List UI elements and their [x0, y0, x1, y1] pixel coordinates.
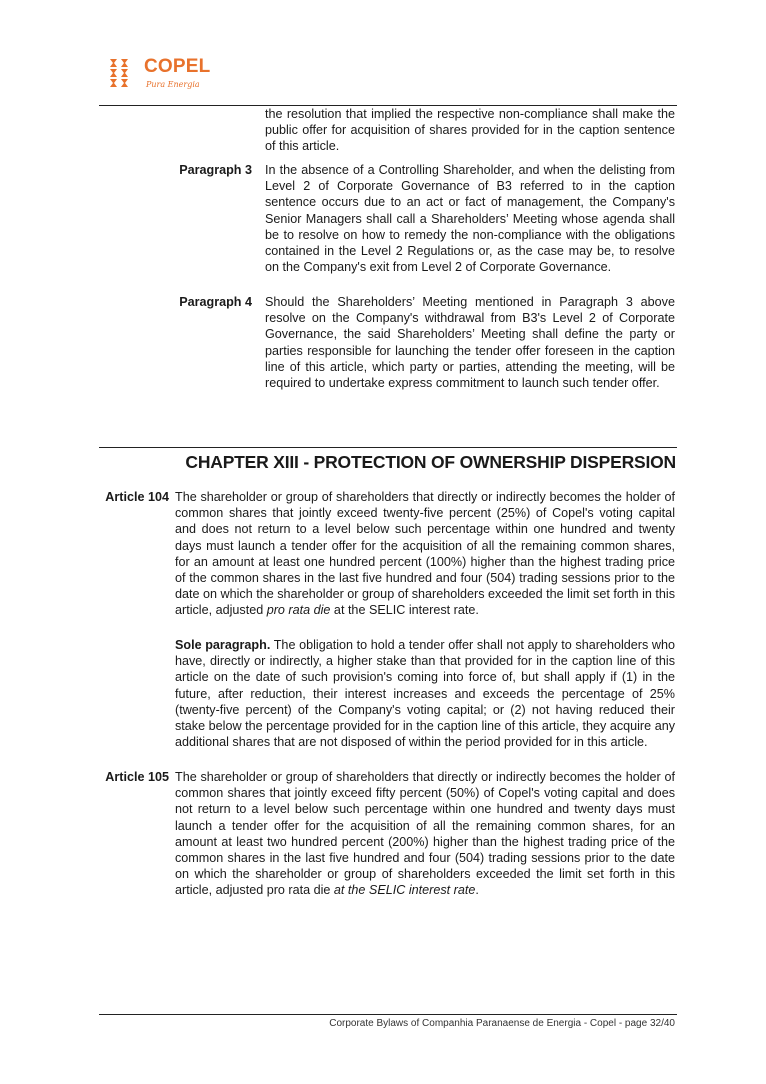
copel-logo — [108, 54, 218, 94]
paragraph-4-text: Should the Shareholders’ Meeting mentioned in Paragraph 3 above resolve on the Company's withdrawal from B3's Level 2 of Corporate Governance, the said Shareholders’ Meeting shall define the party or parties responsible for launching the tender offer foreseen in the caption line of this article, which party or parties, attending the meeting, will be required to undertake express commitment to launch such tender offer. — [265, 295, 675, 391]
article-105-label: Article 105 — [105, 770, 169, 784]
page-footer: Corporate Bylaws of Companhia Paranaense de Energia - Copel - page 32/40 — [329, 1018, 675, 1029]
logo-tagline: Pura Energia — [146, 80, 200, 89]
article-104-label: Article 104 — [105, 490, 169, 504]
article-104-italic: pro rata die — [266, 603, 331, 618]
footer-rule — [99, 1014, 677, 1015]
sole-paragraph-label: Sole paragraph. — [175, 638, 271, 652]
article-104-end: at the SELIC interest rate. — [330, 603, 479, 618]
sole-paragraph-text — [175, 637, 675, 750]
logo-wordmark: COPEL — [144, 56, 211, 77]
article-105-body: The shareholder or group of shareholders that directly or indirectly becomes the holder of common shares that jointly exceed fifty percent (50%) of Copel's voting capital and does not return to a level below such percentage within one hundred and twenty days must launch a tender offer for the acquisition of all the remaining common shares, for an amount at least two hundred percent (200%) higher than the highest trading price of the common shares in the last five hundred and four (504) trading sessions prior to the date on which the shareholder or group of shareholders exceeded the limit set forth in this article, adjusted pro rata die — [175, 770, 675, 898]
chapter-rule — [99, 447, 677, 448]
paragraph-4-label: Paragraph 4 — [179, 295, 252, 309]
article-105-italic: at the SELIC interest rate — [333, 883, 476, 898]
copel-logo-icon — [108, 56, 140, 88]
sole-paragraph-body: The obligation to hold a tender offer shall not apply to shareholders who have, directly or indirectly, a higher stake than that provided for in the caption line of this article on the date of such provision's coming into force of, but shall apply if (1) in the future, after reduction, their interest increases and exceeds the percentage of 25% (twenty-five percent) of the Company's voting capital; or (2) not having reduced their stake below the percentage provided for in the caption line of this article, they acquire any additional shares that are not disposed of within the period provided for in this article. — [175, 638, 675, 750]
continuation-text: the resolution that implied the respective non-compliance shall make the public offer for acquisition of shares provided for in the caption sentence of this article. — [265, 107, 675, 154]
article-105-end: . — [475, 883, 479, 898]
article-104-body: The shareholder or group of shareholders that directly or indirectly becomes the holder of common shares that jointly exceed twenty-five percent (25%) of Copel's voting capital and does not return to a level below such percentage within one hundred and twenty days must launch a tender offer for the acquisition of all the remaining common shares, for an amount at least one hundred percent (100%) higher than the highest trading price of the common shares in the last five hundred and four (504) trading sessions prior to the date on which the shareholder or group of shareholders exceeded the limit set forth in this article, adjusted — [175, 490, 675, 618]
chapter-title: CHAPTER XIII - PROTECTION OF OWNERSHIP DISPERSION — [185, 452, 676, 472]
article-104-text — [175, 489, 675, 619]
article-105-text — [175, 769, 675, 899]
paragraph-3-text: In the absence of a Controlling Shareholder, and when the delisting from Level 2 of Corporate Governance of B3 referred to in the caption sentence occurs due to an act or fact of management, the Company's Senior Managers shall call a Shareholders’ Meeting whose agenda shall be to resolve on how to remedy the non-compliance with the obligations contained in the Level 2 Regulations or, as the case may be, to resolve on the Company's exit from Level 2 of Corporate Governance. — [265, 163, 675, 275]
paragraph-3-label: Paragraph 3 — [179, 163, 252, 177]
